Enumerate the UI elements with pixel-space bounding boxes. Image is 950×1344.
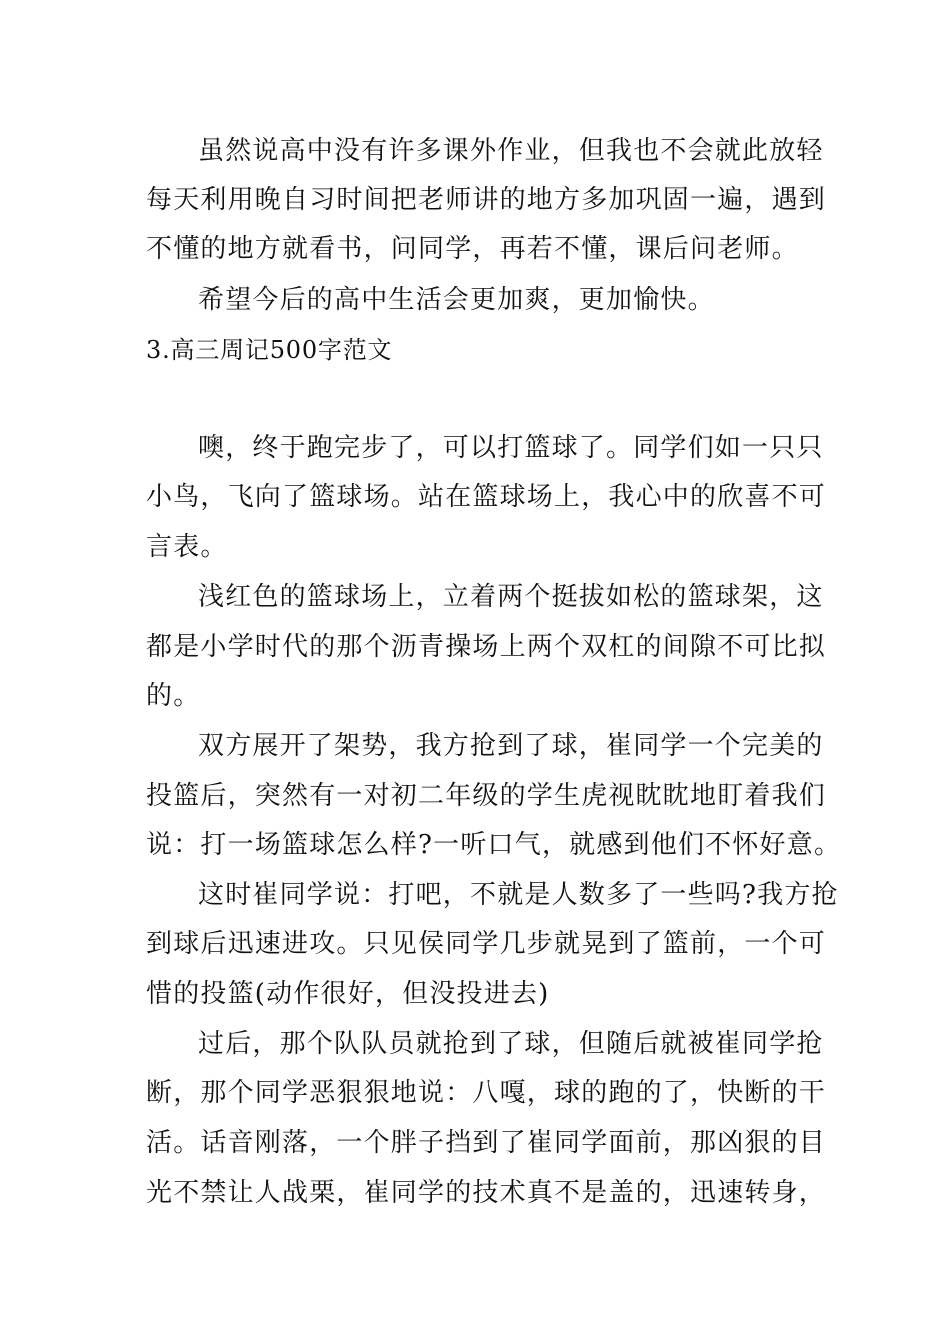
paragraph-line: 浅红色的篮球场上，立着两个挺拔如松的篮球架，这 [198, 582, 824, 612]
paragraph-line: 投篮后，突然有一对初二年级的学生虎视眈眈地盯着我们 [146, 781, 827, 811]
section-heading: 3.高三周记500字范文 [146, 336, 393, 364]
paragraph-line: 断，那个同学恶狠狠地说：八嘎，球的跑的了，快断的干 [146, 1078, 827, 1108]
paragraph-line: 小鸟，飞向了篮球场。站在篮球场上，我心中的欣喜不可 [146, 482, 827, 512]
paragraph-line: 活。话音刚落，一个胖子挡到了崔同学面前，那凶狠的目 [146, 1128, 827, 1158]
paragraph-line: 到球后迅速进攻。只见侯同学几步就晃到了篮前，一个可 [146, 929, 827, 959]
paragraph-line: 惜的投篮(动作很好，但没投进去) [146, 979, 550, 1009]
paragraph-line: 说：打一场篮球怎么样?一听口气，就感到他们不怀好意。 [146, 830, 842, 860]
paragraph-line: 过后，那个队队员就抢到了球，但随后就被崔同学抢 [198, 1029, 824, 1059]
paragraph-line: 虽然说高中没有许多课外作业，但我也不会就此放轻 [198, 136, 824, 166]
paragraph-line: 光不禁让人战栗，崔同学的技术真不是盖的，迅速转身， [146, 1178, 827, 1208]
paragraph-line: 每天利用晚自习时间把老师讲的地方多加巩固一遍，遇到 [146, 185, 827, 215]
paragraph-line: 都是小学时代的那个沥青操场上两个双杠的间隙不可比拟 [146, 632, 827, 662]
paragraph-line: 双方展开了架势，我方抢到了球，崔同学一个完美的 [198, 731, 824, 761]
paragraph-line: 不懂的地方就看书，问同学，再若不懂，课后问老师。 [146, 234, 799, 264]
paragraph-line: 噢，终于跑完步了，可以打篮球了。同学们如一只只 [198, 433, 824, 463]
paragraph-line: 这时崔同学说：打吧，不就是人数多了一些吗?我方抢 [198, 880, 839, 910]
paragraph-line: 的。 [146, 681, 201, 711]
paragraph-line: 希望今后的高中生活会更加爽，更加愉快。 [198, 285, 715, 315]
paragraph-line: 言表。 [146, 532, 228, 562]
